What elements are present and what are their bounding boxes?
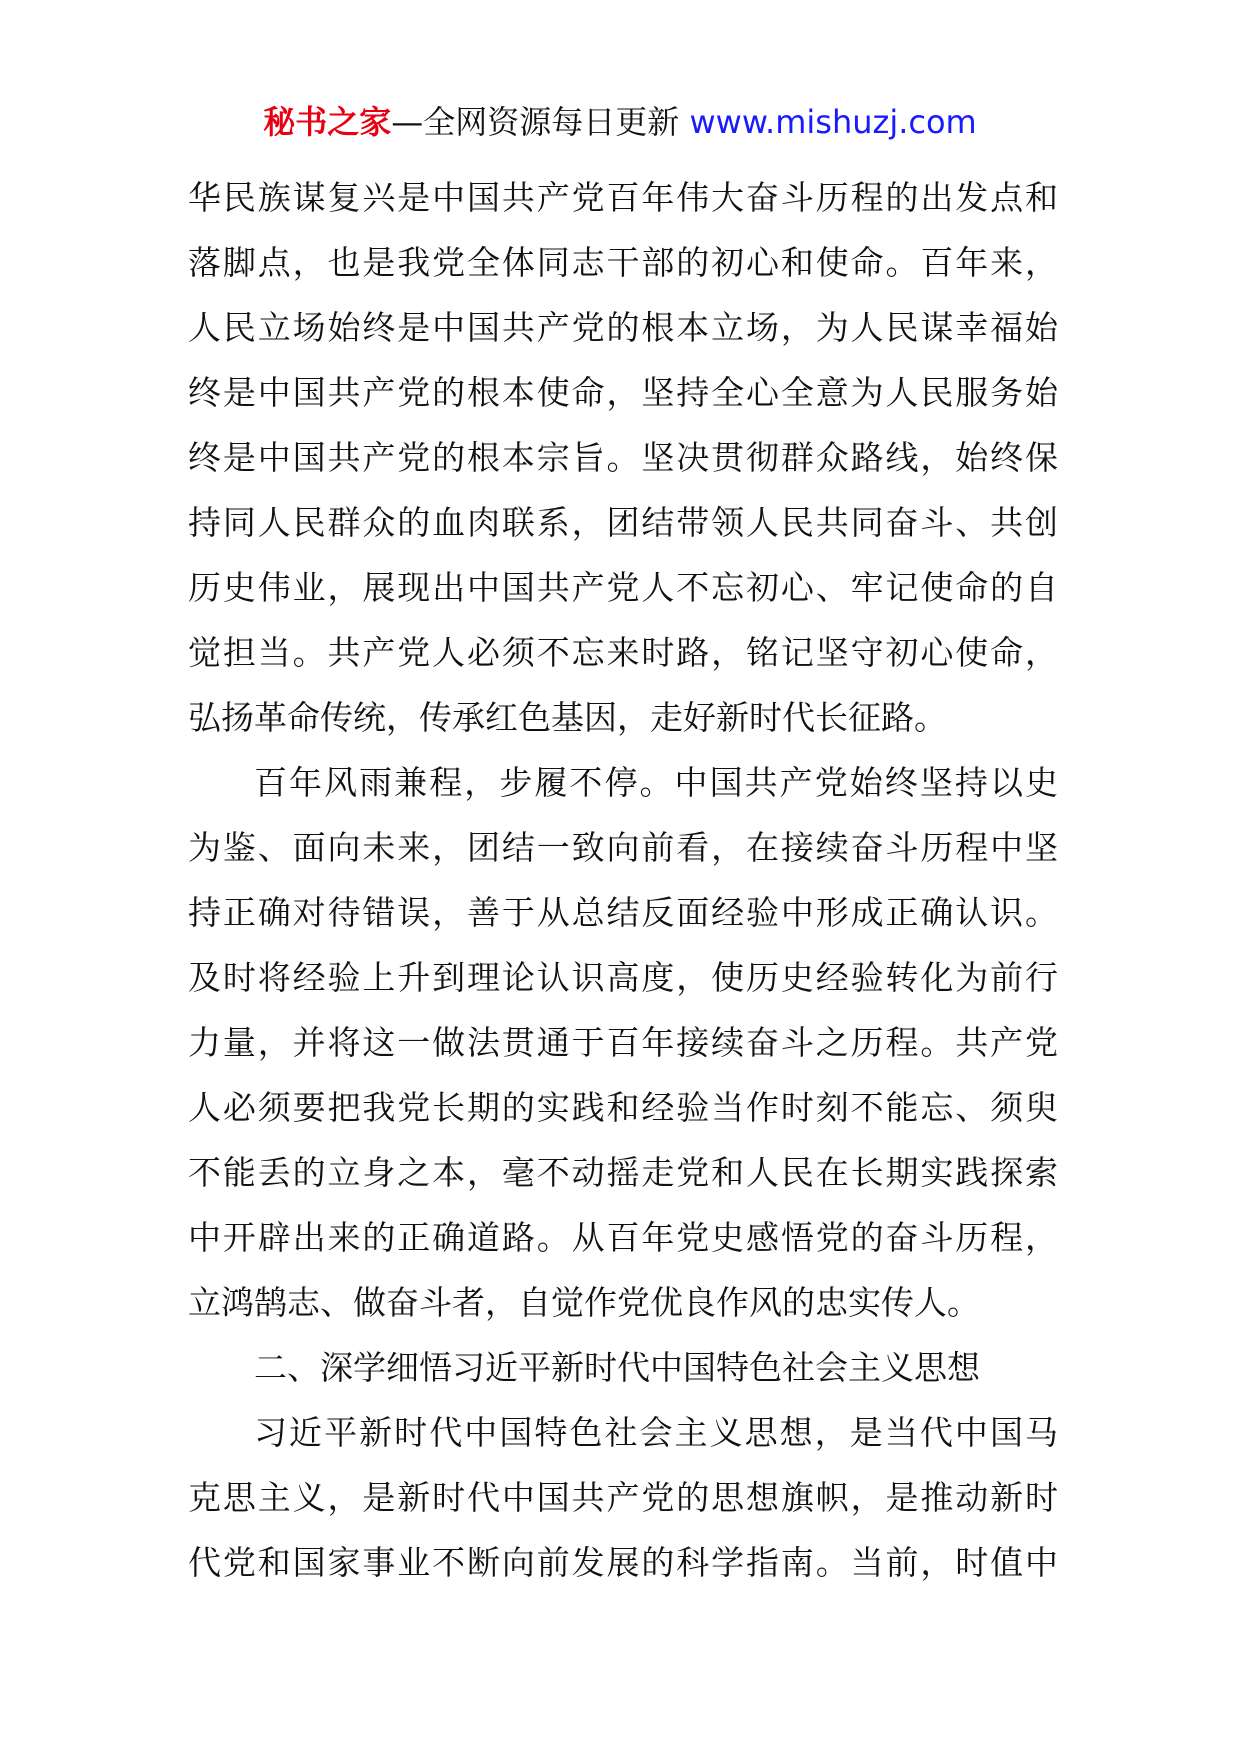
site-brand: 秘书之家 xyxy=(263,103,392,141)
text-line: 终是中国共产党的根本宗旨。坚决贯彻群众路线，始终保 xyxy=(188,438,1058,477)
text-line: 不能丢的立身之本，毫不动摇走党和人民在长期实践探索 xyxy=(188,1153,1058,1192)
text-line: 落脚点，也是我党全体同志干部的初心和使命。百年来， xyxy=(188,243,1058,282)
text-line: 持同人民群众的血肉联系，团结带领人民共同奋斗、共创 xyxy=(188,503,1058,542)
paragraph-end-line: 立鸿鹄志、做奋斗者，自觉作党优良作风的忠实传人。 xyxy=(188,1283,980,1322)
document-body xyxy=(188,165,1058,1595)
site-url-link[interactable]: www.mishuzj.com xyxy=(689,103,977,141)
text-line: 人必须要把我党长期的实践和经验当作时刻不能忘、须臾 xyxy=(188,1088,1058,1127)
text-line: 及时将经验上升到理论认识高度，使历史经验转化为前行 xyxy=(188,958,1058,997)
text-line: 克思主义，是新时代中国共产党的思想旗帜，是推动新时 xyxy=(188,1478,1058,1517)
text-line: 人民立场始终是中国共产党的根本立场，为人民谋幸福始 xyxy=(188,308,1058,347)
paragraph-first-line: 习近平新时代中国特色社会主义思想，是当代中国马 xyxy=(254,1413,1058,1452)
text-line: 为鉴、面向未来，团结一致向前看，在接续奋斗历程中坚 xyxy=(188,828,1058,867)
paragraph-first-line: 百年风雨兼程，步履不停。中国共产党始终坚持以史 xyxy=(254,763,1058,802)
text-line: 觉担当。共产党人必须不忘来时路，铭记坚守初心使命， xyxy=(188,633,1058,672)
section-heading: 二、深学细悟习近平新时代中国特色社会主义思想 xyxy=(254,1348,980,1387)
text-line: 华民族谋复兴是中国共产党百年伟大奋斗历程的出发点和 xyxy=(188,178,1058,217)
site-slogan: —全网资源每日更新 xyxy=(391,103,680,141)
site-header xyxy=(0,100,1240,144)
text-line: 持正确对待错误，善于从总结反面经验中形成正确认识。 xyxy=(188,893,1058,932)
paragraph-end-line: 弘扬革命传统，传承红色基因，走好新时代长征路。 xyxy=(188,698,947,737)
text-line: 中开辟出来的正确道路。从百年党史感悟党的奋斗历程， xyxy=(188,1218,1058,1257)
text-line: 代党和国家事业不断向前发展的科学指南。当前，时值中 xyxy=(188,1543,1058,1582)
text-line: 终是中国共产党的根本使命，坚持全心全意为人民服务始 xyxy=(188,373,1058,412)
text-line: 历史伟业，展现出中国共产党人不忘初心、牢记使命的自 xyxy=(188,568,1058,607)
text-line: 力量，并将这一做法贯通于百年接续奋斗之历程。共产党 xyxy=(188,1023,1058,1062)
